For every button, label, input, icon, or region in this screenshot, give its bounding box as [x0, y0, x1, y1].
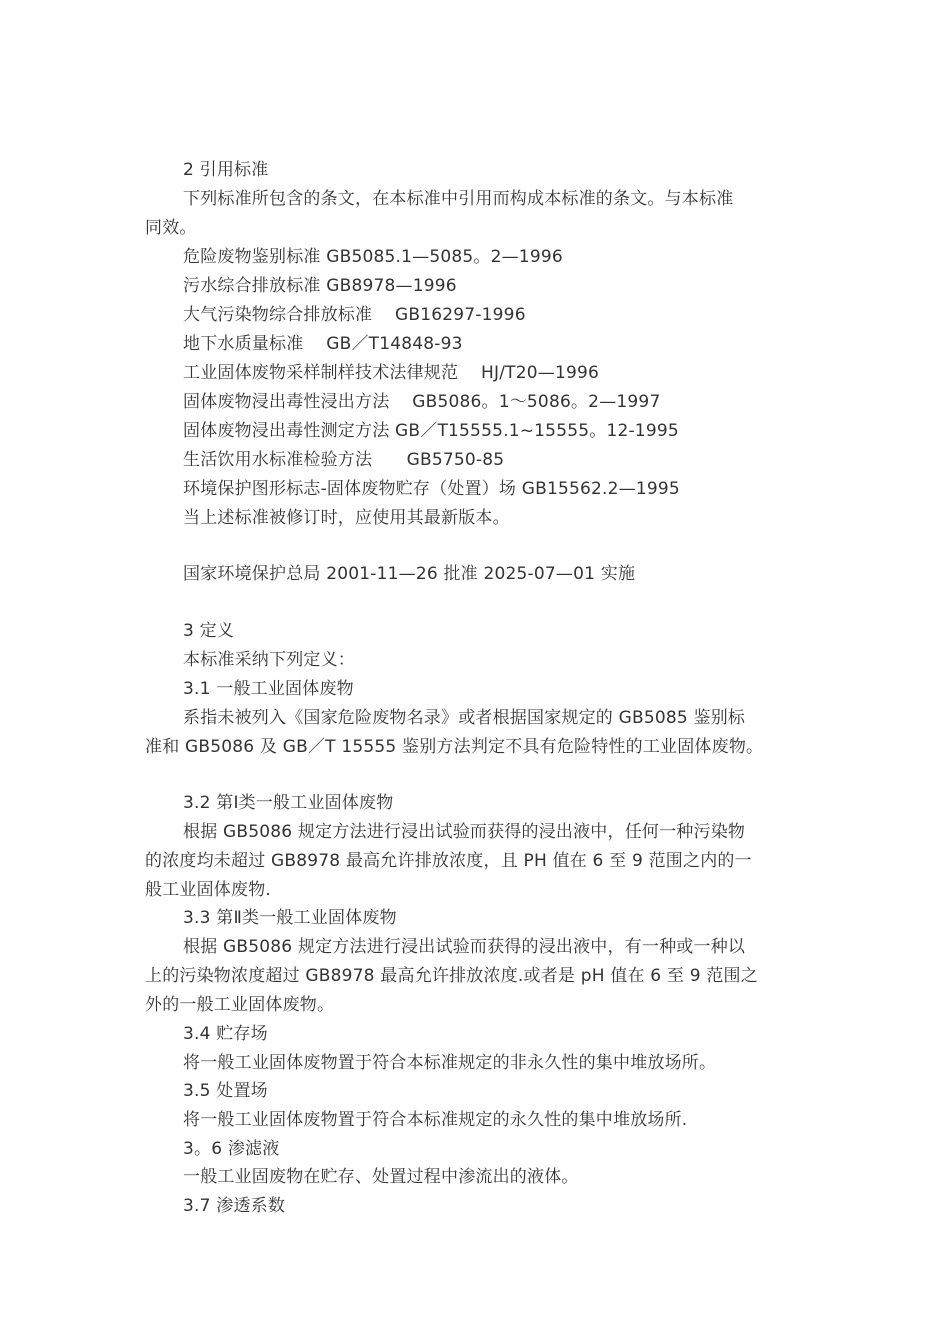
definition-3-6-title: 3。6 渗滤液 — [183, 1139, 280, 1159]
standard-item: 生活饮用水标准检验方法 GB5750-85 — [183, 450, 505, 470]
standard-item: 污水综合排放标准 GB8978—1996 — [183, 276, 457, 296]
definition-3-2-text: 根据 GB5086 规定方法进行浸出试验而获得的浸出液中，任何一种污染物 — [183, 822, 746, 842]
section-3-intro: 本标准采纳下列定义： — [183, 650, 355, 670]
definition-3-1-text: 准和 GB5086 及 GB／T 15555 鉴别方法判定不具有危险特性的工业固体废物。 — [145, 737, 764, 757]
definition-3-4-title: 3.4 贮存场 — [183, 1024, 268, 1044]
standard-item: 地下水质量标准 GB／T14848-93 — [183, 334, 463, 354]
approval-line: 国家环境保护总局 2001-11—26 批准 2025-07—01 实施 — [183, 564, 636, 584]
definition-3-3-title: 3.3 第Ⅱ类一般工业固体废物 — [183, 908, 397, 928]
definition-3-5-text: 将一般工业固体废物置于符合本标准规定的永久性的集中堆放场所. — [183, 1110, 688, 1130]
definition-3-4-text: 将一般工业固体废物置于符合本标准规定的非永久性的集中堆放场所。 — [183, 1053, 717, 1073]
standard-item: 固体废物浸出毒性测定方法 GB／T15555.1~15555。12-1995 — [183, 421, 679, 441]
definition-3-3-text: 外的一般工业固体废物。 — [145, 995, 335, 1015]
definition-3-7-title: 3.7 渗透系数 — [183, 1196, 286, 1216]
standard-item: 固体废物浸出毒性浸出方法 GB5086。1～5086。2—1997 — [183, 392, 661, 412]
definition-3-2-text: 般工业固体废物. — [145, 880, 272, 900]
standard-item: 工业固体废物采样制样技术法律规范 HJ/T20—1996 — [183, 363, 600, 383]
section-2-heading: 2 引用标准 — [183, 160, 269, 180]
section-3-heading: 3 定义 — [183, 621, 235, 641]
standard-item: 危险废物鉴别标准 GB5085.1—5085。2—1996 — [183, 247, 563, 267]
standard-item: 大气污染物综合排放标准 GB16297-1996 — [183, 305, 526, 325]
definition-3-5-title: 3.5 处置场 — [183, 1081, 268, 1101]
definition-3-1-title: 3.1 一般工业固体废物 — [183, 679, 354, 699]
section-2-note: 当上述标准被修订时，应使用其最新版本。 — [183, 508, 510, 528]
definition-3-3-text: 根据 GB5086 规定方法进行浸出试验而获得的浸出液中，有一种或一种以 — [183, 937, 746, 957]
definition-3-3-text: 上的污染物浓度超过 GB8978 最高允许排放浓度.或者是 pH 值在 6 至 9 范围之 — [145, 966, 758, 986]
definition-3-6-text: 一般工业固废物在贮存、处置过程中渗流出的液体。 — [183, 1167, 579, 1187]
standard-item: 环境保护图形标志-固体废物贮存（处置）场 GB15562.2—1995 — [183, 479, 680, 499]
definition-3-1-text: 系指未被列入《国家危险废物名录》或者根据国家规定的 GB5085 鉴别标 — [183, 708, 746, 728]
section-2-intro-line-1: 下列标准所包含的条文，在本标准中引用而构成本标准的条文。与本标准 — [183, 189, 734, 209]
section-2-intro-line-2: 同效。 — [145, 218, 197, 238]
definition-3-2-text: 的浓度均未超过 GB8978 最高允许排放浓度，且 PH 值在 6 至 9 范围之内的一 — [145, 851, 752, 871]
definition-3-2-title: 3.2 第Ⅰ类一般工业固体废物 — [183, 793, 394, 813]
